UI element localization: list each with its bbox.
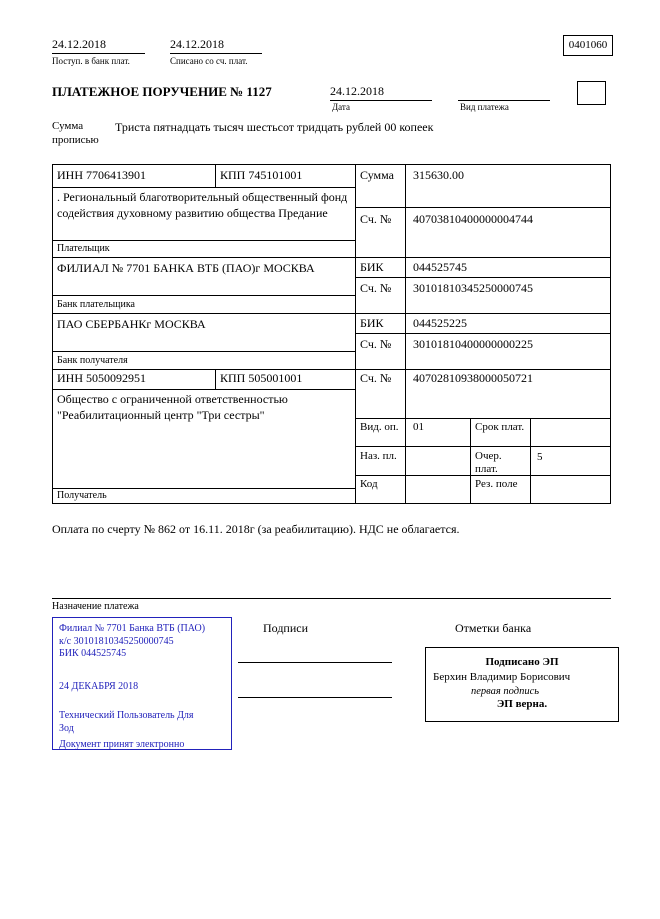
signer-name: Берхин Владимир Борисович xyxy=(433,671,571,683)
payer-inn: ИНН 7706413901 xyxy=(57,168,146,182)
debited-date-label: Списано со сч. плат. xyxy=(170,56,248,66)
purpose-code-label: Наз. пл. xyxy=(360,450,397,462)
table-line xyxy=(52,389,355,390)
order-label: Очер. плат. xyxy=(475,450,502,475)
stamp-line: БИК 044525745 xyxy=(59,648,127,659)
payer-bank-section-label: Банк плательщика xyxy=(57,299,135,310)
signed-title: Подписано ЭП xyxy=(485,656,559,668)
payee-bank-bik: 044525225 xyxy=(413,316,467,330)
table-line xyxy=(215,164,216,187)
table-line xyxy=(355,207,611,208)
payee-account: 40702810938000050721 xyxy=(413,371,533,385)
table-line xyxy=(355,164,356,504)
payee-kpp: КПП 505001001 xyxy=(220,371,303,385)
table-line xyxy=(52,488,355,489)
document-title: ПЛАТЕЖНОЕ ПОРУЧЕНИЕ № 1127 xyxy=(52,84,272,99)
stamp-line: Документ принят электронно xyxy=(59,739,185,750)
purpose-underline xyxy=(52,598,611,599)
payer-account-label: Сч. № xyxy=(360,212,392,226)
payee-bank-name: ПАО СБЕРБАНКг МОСКВА xyxy=(57,317,206,331)
payment-type-box xyxy=(577,81,606,105)
payee-bank-bik-label: БИК xyxy=(360,316,384,330)
sum-label: Сумма xyxy=(360,168,394,182)
table-line xyxy=(530,418,531,504)
table-line xyxy=(470,418,471,504)
payee-inn: ИНН 5050092951 xyxy=(57,371,146,385)
stamp-line: 24 ДЕКАБРЯ 2018 xyxy=(59,680,139,692)
table-line xyxy=(52,295,355,296)
table-line xyxy=(355,446,611,447)
term-label: Срок плат. xyxy=(475,421,525,433)
table-line xyxy=(52,369,611,370)
signature-valid-text: ЭП верна. xyxy=(496,698,548,710)
stamp-line: Зод xyxy=(59,722,74,734)
payee-bank-section-label: Банк получателя xyxy=(57,355,128,366)
amount-words-label-1: Сумма xyxy=(52,120,84,132)
table-line xyxy=(405,164,406,504)
payer-bank-account: 30101810345250000745 xyxy=(413,281,533,295)
table-line xyxy=(52,313,611,314)
stamp-line: Филиал № 7701 Банка ВТБ (ПАО) xyxy=(59,623,206,634)
payee-bank-account: 30101810400000000225 xyxy=(413,337,533,351)
payer-section-label: Плательщик xyxy=(57,243,110,254)
purpose-label: Назначение платежа xyxy=(52,601,139,612)
bank-marks-label: Отметки банка xyxy=(455,621,532,635)
reserve-label: Рез. поле xyxy=(475,478,518,490)
debited-date: 24.12.2018 xyxy=(170,37,224,51)
payer-account: 40703810400000004744 xyxy=(413,212,533,226)
table-line xyxy=(52,351,355,352)
document-date-underline xyxy=(330,100,432,101)
table-line xyxy=(52,257,611,258)
received-date-label: Поступ. в банк плат. xyxy=(52,56,130,66)
op-type-value: 01 xyxy=(413,421,424,433)
payee-section-label: Получатель xyxy=(57,490,107,501)
signature-line xyxy=(238,697,392,698)
bank-marks-box xyxy=(425,647,619,722)
payer-name: . Региональный благотворительный общественный фонд содействия духовному развитию общества Предание xyxy=(57,190,348,220)
stamp-line: Технический Пользователь Для xyxy=(59,710,194,721)
payment-type-underline xyxy=(458,100,550,101)
payer-bank-bik: 044525745 xyxy=(413,260,467,274)
code-label: Код xyxy=(360,478,378,490)
document-date: 24.12.2018 xyxy=(330,84,384,98)
table-line xyxy=(355,277,611,278)
payer-bank-bik-label: БИК xyxy=(360,260,384,274)
sum-value: 315630.00 xyxy=(413,168,464,182)
document-date-label: Дата xyxy=(332,102,350,112)
received-date-underline xyxy=(52,53,145,54)
table-line xyxy=(215,369,216,389)
table-line xyxy=(355,418,611,419)
payer-kpp: КПП 745101001 xyxy=(220,168,303,182)
form-code-box: 0401060 xyxy=(563,35,613,56)
payee-name: Общество с ограниченной ответственностью "Реабилитационный центр "Три сестры" xyxy=(57,392,288,422)
order-value: 5 xyxy=(537,451,543,463)
signature-line xyxy=(238,662,392,663)
bank-stamp xyxy=(52,617,232,750)
payee-bank-account-label: Сч. № xyxy=(360,337,392,351)
received-date: 24.12.2018 xyxy=(52,37,106,51)
payer-bank-account-label: Сч. № xyxy=(360,281,392,295)
payer-bank-name: ФИЛИАЛ № 7701 БАНКА ВТБ (ПАО)г МОСКВА xyxy=(57,261,315,275)
payee-account-label: Сч. № xyxy=(360,371,392,385)
signature-role: первая подпись xyxy=(471,686,540,697)
amount-words-value: Триста пятнадцать тысяч шестьсот тридцать рублей 00 копеек xyxy=(115,120,434,134)
debited-date-underline xyxy=(170,53,262,54)
stamp-line: к/с 30101810345250000745 xyxy=(59,635,174,647)
payment-type-label: Вид платежа xyxy=(460,102,509,112)
table-line xyxy=(52,187,355,188)
table-line xyxy=(355,333,611,334)
purpose-text: Оплата по счерту № 862 от 16.11. 2018г (за реабилитацию). НДС не облагается. xyxy=(52,522,460,536)
signatures-label: Подписи xyxy=(263,621,309,635)
table-line xyxy=(52,240,355,241)
amount-words-label-2: прописью xyxy=(52,134,99,146)
op-type-label: Вид. оп. xyxy=(360,421,399,433)
